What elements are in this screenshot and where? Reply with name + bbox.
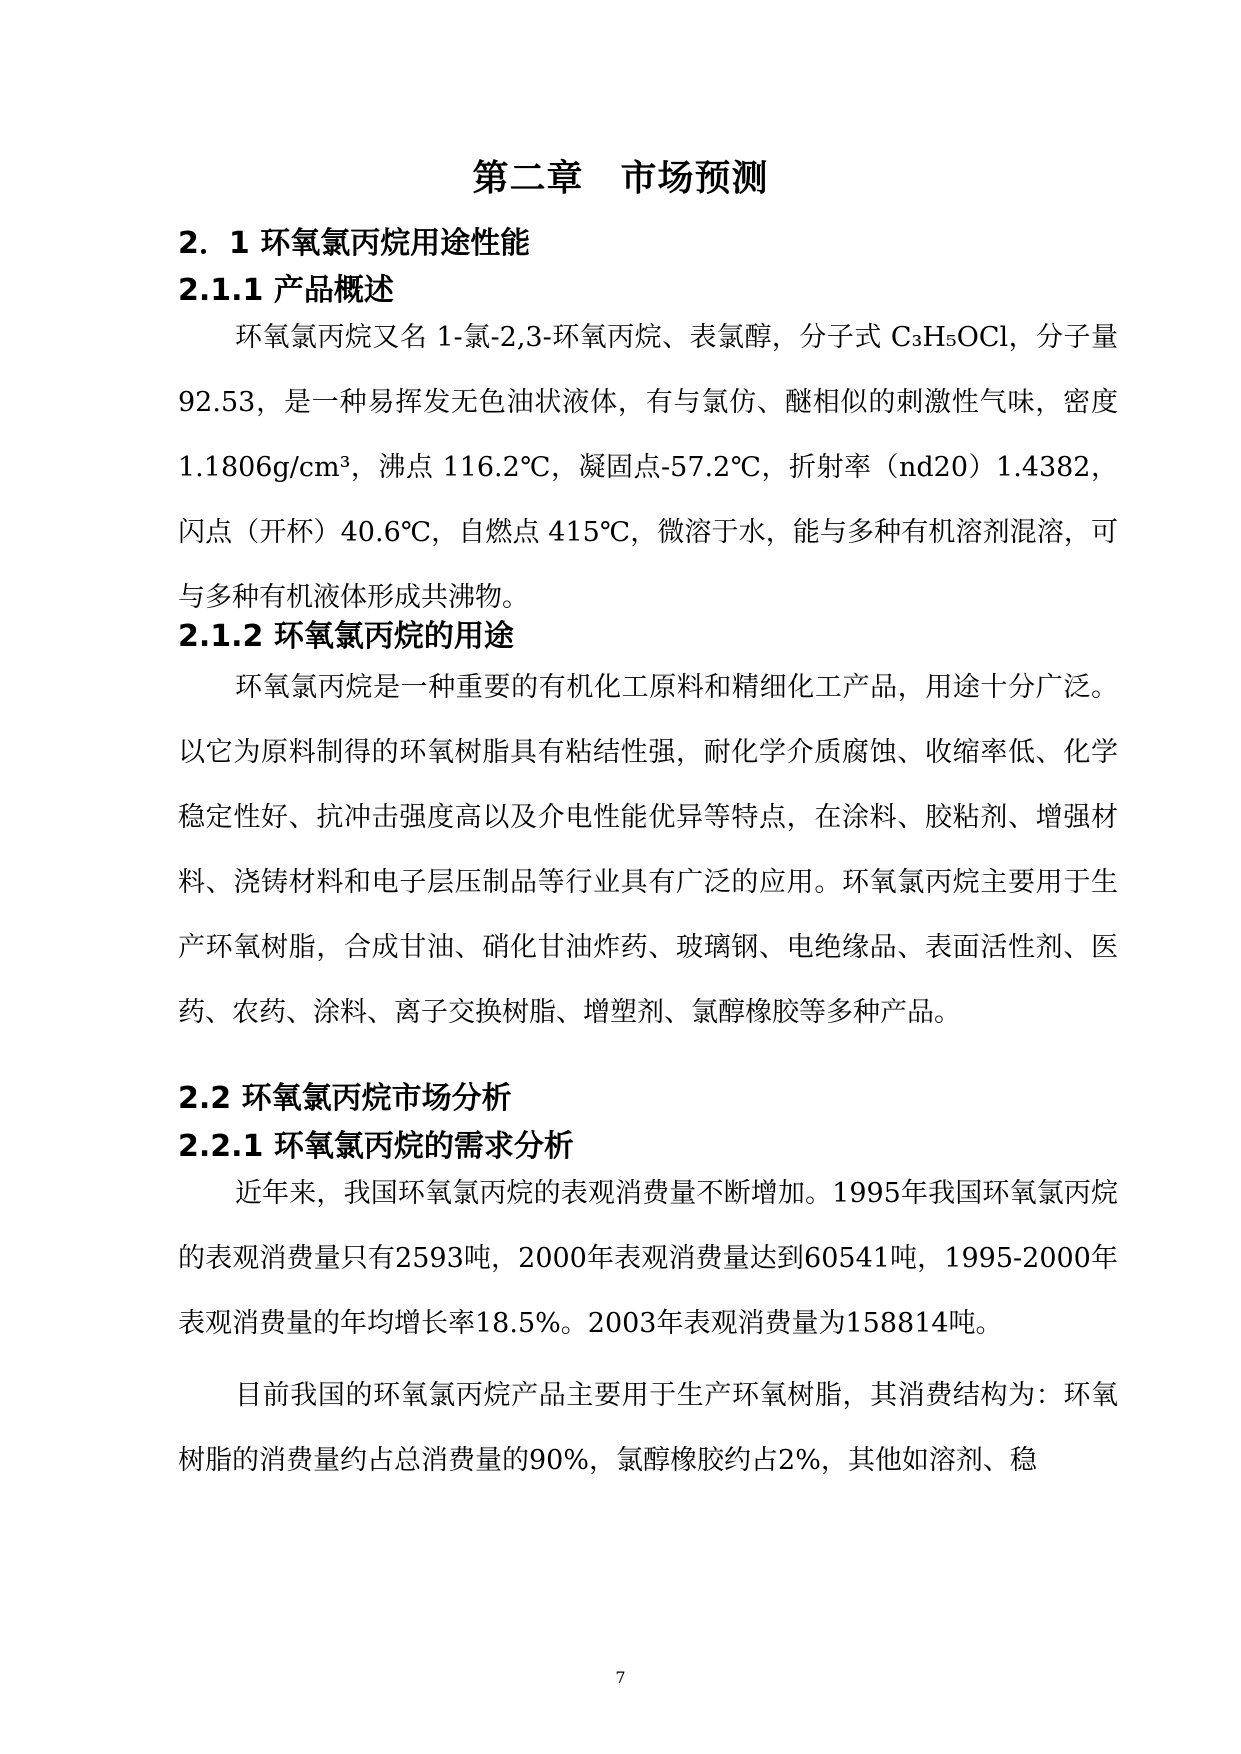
section-heading-2-1-1: 2.1.1 产品概述 — [178, 273, 394, 308]
paragraph-uses: 环氧氯丙烷是一种重要的有机化工原料和精细化工产品，用途十分广泛。以它为原料制得的环氧树脂具有粘结性强，耐化学介质腐蚀、收缩率低、化学稳定性好、抗冲击强度高以及介电性能优异等特点，在涂料、胶粘剂、增强材料、浇铸材料和电子层压制品等行业具有广泛的应用。环氧氯丙烷主要用于生产环氧树脂，合成甘油、硝化甘油炸药、玻璃钢、电绝缘品、表面活性剂、医药、农药、涂料、离子交换树脂、增塑剂、氯醇橡胶等多种产品。 — [178, 672, 1118, 1028]
page-number: 7 — [615, 1668, 626, 1687]
paragraph-demand: 近年来，我国环氧氯丙烷的表观消费量不断增加。1995年我国环氧氯丙烷的表观消费量只有2593吨，2000年表观消费量达到60541吨，1995-2000年表观消费量的年均增长率18.5%。2003年表观消费量为158814吨。 — [178, 1178, 1118, 1339]
section-heading-2-2-1: 2.2.1 环氧氯丙烷的需求分析 — [178, 1129, 574, 1164]
chapter-title: 第二章 市场预测 — [472, 158, 769, 199]
section-heading-2-1: 2．1 环氧氯丙烷用途性能 — [178, 226, 531, 261]
paragraph-consumption-structure: 目前我国的环氧氯丙烷产品主要用于生产环氧树脂，其消费结构为：环氧树脂的消费量约占总消费量的90%，氯醇橡胶约占2%，其他如溶剂、稳 — [178, 1380, 1118, 1476]
paragraph-overview: 环氧氯丙烷又名 1-氯-2,3-环氧丙烷、表氯醇，分子式 C₃H₅OCl，分子量 92.53，是一种易挥发无色油状液体，有与氯仿、醚相似的刺激性气味，密度 1.1806g/cm³，沸点 116.2℃，凝固点-57.2℃，折射率（nd20）1.4382，闪点（开杯）40.6℃，自燃点 415℃，微溶于水，能与多种有机溶剂混溶，可与多种有机液体形成共沸物。 — [178, 322, 1118, 613]
section-heading-2-2: 2.2 环氧氯丙烷市场分析 — [178, 1081, 512, 1116]
section-heading-2-1-2: 2.1.2 环氧氯丙烷的用途 — [178, 619, 514, 654]
